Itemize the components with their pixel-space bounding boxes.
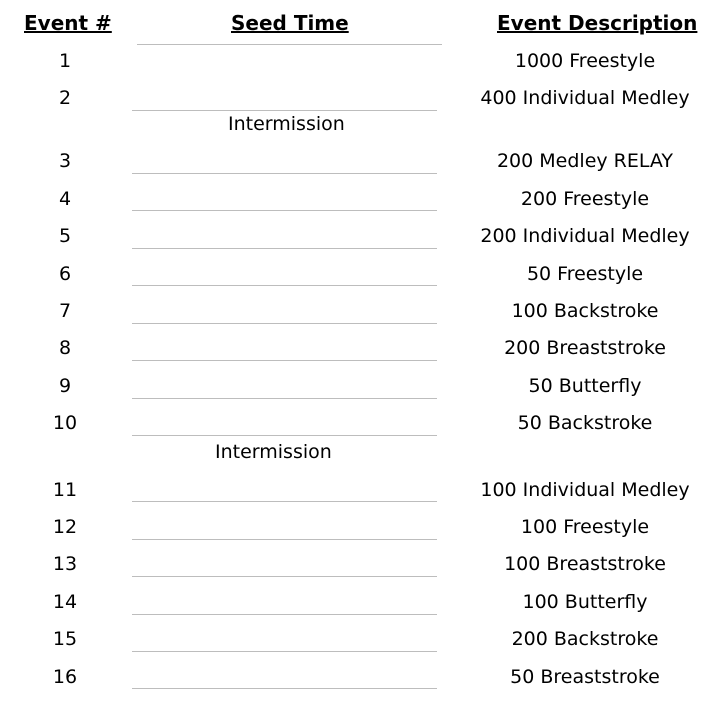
event-number: 5 bbox=[58, 225, 72, 247]
event-row bbox=[0, 184, 709, 214]
seed-time-field[interactable] bbox=[132, 435, 437, 436]
event-row bbox=[0, 296, 709, 326]
event-description: 100 Breaststroke bbox=[504, 553, 666, 575]
event-description: 50 Backstroke bbox=[517, 412, 653, 434]
event-number: 2 bbox=[58, 87, 72, 109]
event-row bbox=[0, 146, 709, 176]
event-description: 200 Backstroke bbox=[511, 628, 659, 650]
event-number: 12 bbox=[52, 516, 78, 538]
seed-time-field[interactable] bbox=[132, 360, 437, 361]
event-row bbox=[0, 475, 709, 505]
event-description: 50 Butterfly bbox=[528, 375, 642, 397]
event-description: 200 Individual Medley bbox=[480, 225, 690, 247]
event-description: 1000 Freestyle bbox=[514, 50, 656, 72]
seed-time-field[interactable] bbox=[132, 173, 437, 174]
event-description: 50 Breaststroke bbox=[510, 666, 660, 688]
seed-time-field[interactable] bbox=[132, 210, 437, 211]
event-description: 200 Medley RELAY bbox=[496, 150, 674, 172]
event-row bbox=[0, 549, 709, 579]
event-number: 7 bbox=[58, 300, 72, 322]
event-description: 100 Individual Medley bbox=[480, 479, 690, 501]
intermission-label: Intermission bbox=[228, 113, 345, 135]
event-number: 1 bbox=[58, 50, 72, 72]
event-number-header: Event # bbox=[24, 11, 112, 35]
event-description: 400 Individual Medley bbox=[480, 87, 690, 109]
event-number: 14 bbox=[52, 591, 78, 613]
event-description-header: Event Description bbox=[497, 11, 698, 35]
event-row bbox=[0, 624, 709, 654]
event-row bbox=[0, 371, 709, 401]
event-row bbox=[0, 46, 709, 76]
seed-time-field[interactable] bbox=[132, 651, 437, 652]
seed-time-field[interactable] bbox=[132, 539, 437, 540]
event-number: 13 bbox=[52, 553, 78, 575]
event-number: 3 bbox=[58, 150, 72, 172]
event-number: 4 bbox=[58, 188, 72, 210]
seed-time-field[interactable] bbox=[132, 576, 437, 577]
seed-time-field[interactable] bbox=[132, 398, 437, 399]
seed-time-field[interactable] bbox=[132, 248, 437, 249]
seed-time-field[interactable] bbox=[132, 323, 437, 324]
event-description: 200 Freestyle bbox=[520, 188, 650, 210]
event-number: 6 bbox=[58, 263, 72, 285]
event-row bbox=[0, 587, 709, 617]
event-row bbox=[0, 408, 709, 438]
event-number: 11 bbox=[52, 479, 78, 501]
event-number: 9 bbox=[58, 375, 72, 397]
seed-time-field[interactable] bbox=[132, 501, 437, 502]
seed-time-field[interactable] bbox=[132, 614, 437, 615]
seed-time-field[interactable] bbox=[132, 285, 437, 286]
event-number: 16 bbox=[52, 666, 78, 688]
event-row bbox=[0, 333, 709, 363]
event-row bbox=[0, 259, 709, 289]
event-row bbox=[0, 662, 709, 692]
event-description: 100 Butterfly bbox=[522, 591, 648, 613]
event-number: 10 bbox=[52, 412, 78, 434]
event-number: 15 bbox=[52, 628, 78, 650]
intermission-label: Intermission bbox=[215, 441, 332, 463]
event-description: 200 Breaststroke bbox=[504, 337, 666, 359]
event-row bbox=[0, 512, 709, 542]
event-description: 100 Backstroke bbox=[511, 300, 659, 322]
event-number: 8 bbox=[58, 337, 72, 359]
event-row bbox=[0, 221, 709, 251]
event-row bbox=[0, 83, 709, 113]
seed-time-top-line bbox=[137, 44, 442, 45]
event-description: 100 Freestyle bbox=[520, 516, 650, 538]
seed-time-field[interactable] bbox=[132, 688, 437, 689]
seed-time-header: Seed Time bbox=[231, 11, 349, 35]
event-description: 50 Freestyle bbox=[526, 263, 644, 285]
